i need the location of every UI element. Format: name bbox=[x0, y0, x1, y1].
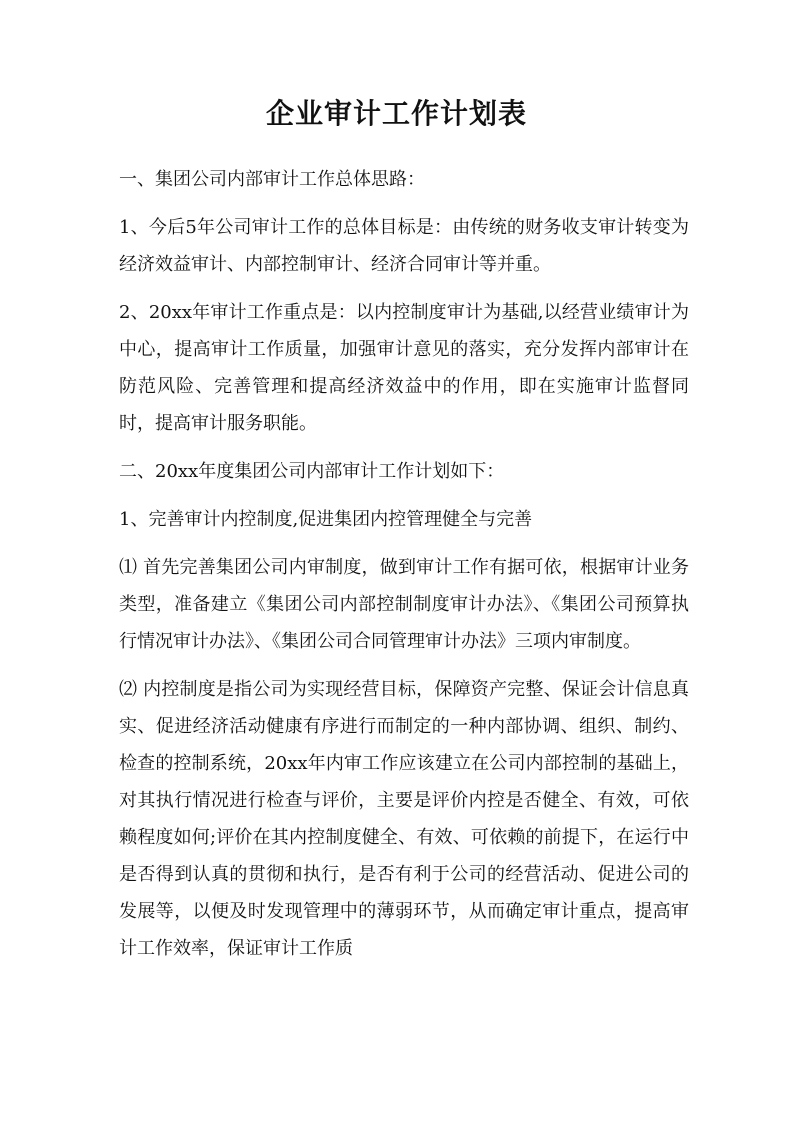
paragraph-goal: 1、今后5年公司审计工作的总体目标是：由传统的财务收支审计转变为经济效益审计、内部控制审计、经济合同审计等并重。 bbox=[119, 217, 689, 275]
section-heading-2: 二、20xx年度集团公司内部审计工作计划如下： bbox=[119, 461, 505, 482]
paragraph-item-2: ⑵ 内控制度是指公司为实现经营目标，保障资产完整、保证会计信息真实、促进经济活动健康有序进行而制定的一种内部协调、组织、制约、检查的控制系统，20xx年内审工作应该建立在公司内部控制的基础上，对其执行情况进行检查与评价，主要是评价内控是否健全、有效，可依赖程度如何;评价在其内控制度健全、有效、可依赖的前提下，在运行中是否得到认真的贯彻和执行，是否有利于公司的经营活动、促进公司的发展等，以便及时发现管理中的薄弱环节，从而确定审计重点，提高审计工作效率，保证审计工作质 bbox=[119, 679, 689, 959]
paragraph-focus: 2、20xx年审计工作重点是：以内控制度审计为基础,以经营业绩审计为中心，提高审计工作质量，加强审计意见的落实，充分发挥内部审计在防范风险、完善管理和提高经济效益中的作用，即在实施审计监督同时，提高审计服务职能。 bbox=[119, 302, 689, 434]
subheading-internal-control: 1、完善审计内控制度,促进集团内控管理健全与完善 bbox=[119, 509, 533, 530]
paragraph-item-1: ⑴ 首先完善集团公司内审制度，做到审计工作有据可依，根据审计业务类型，准备建立《集团公司内部控制制度审计办法》、《集团公司预算执行情况审计办法》、《集团公司合同管理审计办法》三项内审制度。 bbox=[119, 557, 689, 652]
section-heading-1: 一、集团公司内部审计工作总体思路： bbox=[119, 169, 425, 190]
document-title: 企业审计工作计划表 bbox=[265, 97, 527, 130]
document-body bbox=[119, 161, 689, 978]
